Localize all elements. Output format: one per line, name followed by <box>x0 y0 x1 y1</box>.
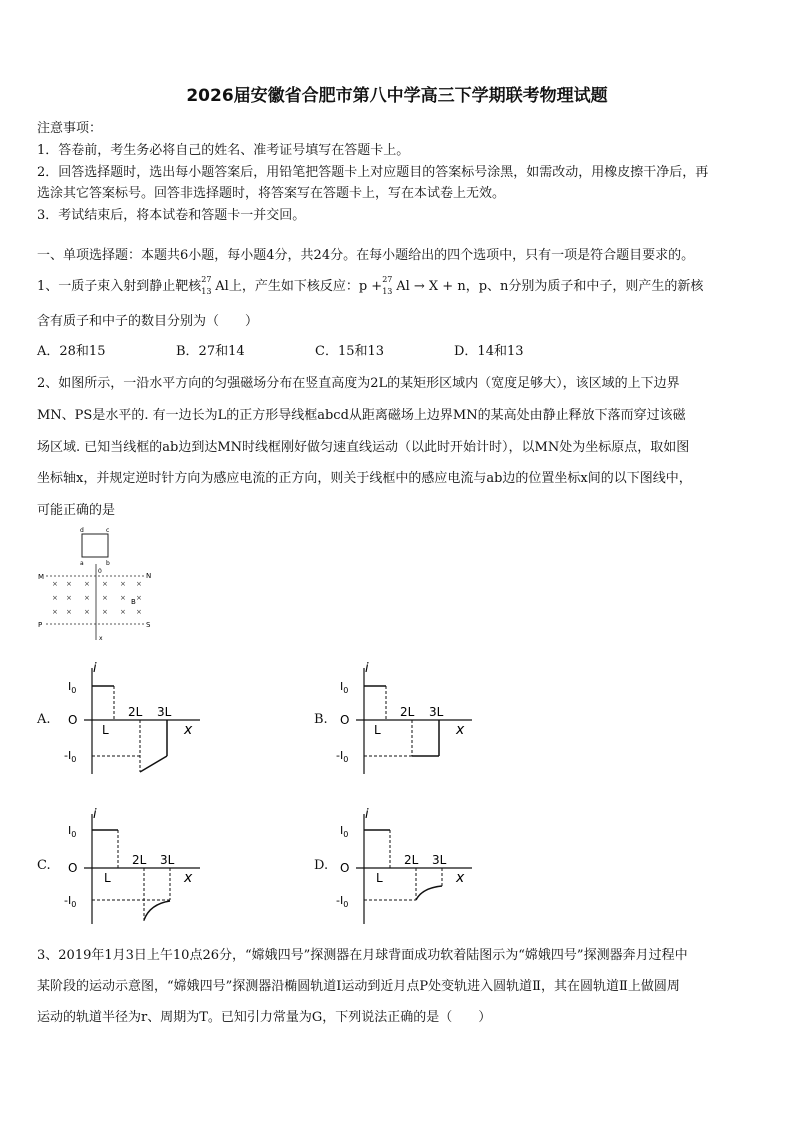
tick-2l: 2L <box>132 853 147 867</box>
cross: × <box>136 580 142 588</box>
origin-label: O <box>340 713 350 727</box>
q1-reaction-p: p + <box>358 279 383 294</box>
graph-b <box>334 660 484 780</box>
section-heading: 一、单项选择题：本题共6小题，每小题4分，共24分。在每小题给出的四个选项中，只有一项是符合题目要求的。 <box>37 248 695 263</box>
question-2-line: 2、如图所示，一沿水平方向的匀强磁场分布在竖直高度为2L的某矩形区域内（宽度足够大），该区域的上下边界 <box>37 376 680 391</box>
notice-item: 选涂其它答案标号。回答非选择题时，将答案写在答题卡上，写在本试卷上无效。 <box>37 186 506 201</box>
tick-l: L <box>374 723 381 737</box>
label-a: a <box>80 560 84 567</box>
cross: × <box>52 608 58 616</box>
q1-isotope-symbol: Al <box>215 279 229 294</box>
option-c: C．15和13 <box>315 344 385 359</box>
graph-option-d-label: D. <box>314 858 329 873</box>
i0-label: $I_0$ <box>340 680 349 695</box>
label-n: N <box>146 572 152 580</box>
label-b-field: B <box>131 598 136 606</box>
option-a: A．28和15 <box>37 344 106 359</box>
question-3-line: 某阶段的运动示意图，“嫦娥四号”探测器沿椭圆轨道Ⅰ运动到近月点P处变轨进入圆轨道Ⅱ，其在圆轨道Ⅱ上做圆周 <box>37 979 680 994</box>
cross: × <box>84 594 90 602</box>
graph-option-c-label: C. <box>37 858 51 873</box>
cross: × <box>102 608 108 616</box>
tick-3l: 3L <box>157 705 172 719</box>
page-title: 2026届安徽省合肥市第八中学高三下学期联考物理试题 <box>186 86 608 106</box>
neg-i0-label: $-I_0$ <box>336 894 349 909</box>
q1-part1: 1、一质子束入射到静止靶核 <box>37 279 202 294</box>
wire-frame-abcd <box>82 534 108 557</box>
notice-heading: 注意事项： <box>37 121 103 136</box>
question-1-line2: 含有质子和中子的数目分别为（ ） <box>37 314 259 329</box>
axis-label-i: i <box>365 807 369 822</box>
cross: × <box>66 594 72 602</box>
cross: × <box>84 608 90 616</box>
origin-label: O <box>68 713 78 727</box>
cross: × <box>66 580 72 588</box>
notice-item: 1．答卷前，考生务必将自己的姓名、准考证号填写在答题卡上。 <box>37 143 410 158</box>
question-2-line: 坐标轴x，并规定逆时针方向为感应电流的正方向，则关于线框中的感应电流与ab边的位置坐标x间的以下图线中， <box>37 471 692 486</box>
q1-part3: ，p、n分别为质子和中子，则产生的新核 <box>465 279 704 294</box>
axis-label-i: i <box>93 661 97 676</box>
label-origin: 0 <box>98 568 102 575</box>
label-d: d <box>80 527 84 534</box>
field-crosses <box>52 580 142 616</box>
cross: × <box>120 608 126 616</box>
current-curve <box>416 886 442 900</box>
notice-item: 2．回答选择题时，选出每小题答案后，用铅笔把答题卡上对应题目的答案标号涂黑，如需改动，用橡皮擦干净后，再 <box>37 165 709 180</box>
neg-i0-label: $-I_0$ <box>336 749 349 764</box>
tick-l: L <box>104 871 111 885</box>
tick-l: L <box>102 723 109 737</box>
cross: × <box>136 594 142 602</box>
question-3-line: 运动的轨道半径为r、周期为T。已知引力常量为G，下列说法正确的是（ ） <box>37 1010 492 1025</box>
tick-l: L <box>376 871 383 885</box>
question-2-line: 可能正确的是 <box>37 503 116 518</box>
tick-2l: 2L <box>128 705 143 719</box>
question-1-line1 <box>37 275 704 296</box>
magnetic-field-figure <box>36 524 166 644</box>
neg-i0-label: $-I_0$ <box>64 894 77 909</box>
neg-i0-label: $-I_0$ <box>64 749 77 764</box>
option-b: B．27和14 <box>176 344 245 359</box>
axis-label-x: x <box>184 722 193 738</box>
tick-2l: 2L <box>404 853 419 867</box>
origin-label: O <box>68 861 78 875</box>
tick-2l: 2L <box>400 705 415 719</box>
tick-3l: 3L <box>160 853 175 867</box>
question-2-line: MN、PS是水平的. 有一边长为L的正方形导线框abcd从距离磁场上边界MN的某高处由静止释放下落而穿过该磁 <box>37 408 686 423</box>
current-negative <box>140 756 167 772</box>
cross: × <box>84 580 90 588</box>
graph-a <box>62 660 212 780</box>
cross: × <box>120 580 126 588</box>
axis-label-x: x <box>456 870 465 886</box>
tick-3l: 3L <box>429 705 444 719</box>
axis-label-x: x <box>456 722 465 738</box>
graph-option-b-label: B. <box>314 712 328 727</box>
cross: × <box>52 594 58 602</box>
label-s: S <box>146 621 151 629</box>
question-2-line: 场区域. 已知当线框的ab边到达MN时线框刚好做匀速直线运动（以此时开始计时），以MN处为坐标原点，取如图 <box>37 440 690 455</box>
axis-label-i: i <box>365 661 369 676</box>
option-d: D．14和13 <box>454 344 524 359</box>
graph-c <box>62 806 212 928</box>
label-x: x <box>99 635 103 642</box>
axis-label-i: i <box>93 807 97 822</box>
label-c: c <box>106 527 110 534</box>
cross: × <box>52 580 58 588</box>
i0-label: $I_0$ <box>68 824 77 839</box>
q1-isotope: 27 13 <box>201 275 212 296</box>
label-p: P <box>38 621 43 629</box>
question-3-line: 3、2019年1月3日上午10点26分，“嫦娥四号”探测器在月球背面成功软着陆图示为“嫦娥四号”探测器奔月过程中 <box>37 948 688 963</box>
notice-item: 3．考试结束后，将本试卷和答题卡一并交回。 <box>37 208 306 223</box>
cross: × <box>136 608 142 616</box>
q1-part2: 上，产生如下核反应： <box>228 279 359 294</box>
graph-d <box>334 806 484 928</box>
cross: × <box>66 608 72 616</box>
graph-option-a-label: A. <box>37 712 51 727</box>
label-m: M <box>38 573 45 581</box>
origin-label: O <box>340 861 350 875</box>
cross: × <box>102 580 108 588</box>
axis-label-x: x <box>184 870 193 886</box>
tick-3l: 3L <box>432 853 447 867</box>
q1-reaction-isotope: 27 13 <box>382 275 393 296</box>
q1-reaction: Al → X + n <box>396 279 466 294</box>
cross: × <box>120 594 126 602</box>
label-b: b <box>106 560 110 567</box>
current-curve <box>144 901 170 920</box>
cross: × <box>102 594 108 602</box>
i0-label: $I_0$ <box>340 824 349 839</box>
i0-label: $I_0$ <box>68 680 77 695</box>
